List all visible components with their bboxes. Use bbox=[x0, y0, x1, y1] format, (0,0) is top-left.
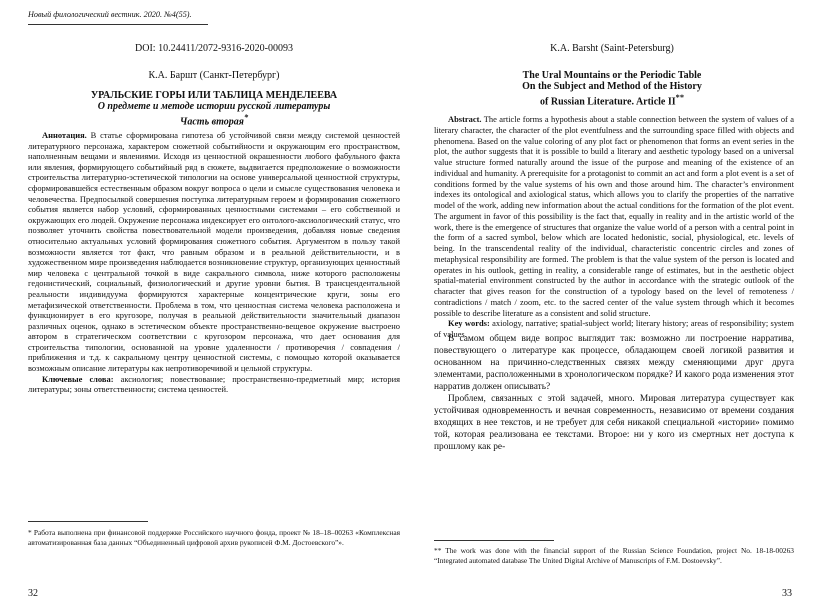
header-rule bbox=[28, 24, 208, 25]
footnote-mark: ** bbox=[675, 93, 684, 102]
subtitle-ru-1: О предмете и методе истории русской литературы bbox=[97, 101, 331, 112]
doi: DOI: 10.24411/2072-9316-2020-00093 bbox=[135, 43, 293, 54]
article-title-ru bbox=[28, 90, 400, 127]
footnote-en: ** The work was done with the financial support of the Russian Science Foundation, project No. 18-18-00263 “Integrated automated database The United Digital Archive of Manuscripts of F.M. Dostoevsky”. bbox=[434, 546, 794, 565]
footnote-rule bbox=[434, 540, 554, 541]
article-body bbox=[434, 333, 794, 453]
abstract-label-en: Abstract. bbox=[448, 114, 482, 124]
body-paragraph-1: В самом общем виде вопрос выглядит так: возможно ли построение нарратива, повествующего о литературе как процессе, обладающем своей логикой развития и основанном на причинно-следственных связях между сменяющими друг друга элементами, расположенными в хронологическом порядке? И какого рода изменения этот нарратив должен описывать? bbox=[434, 334, 794, 392]
abstract-text-ru: В статье сформирована гипотеза об устойчивой связи между системой ценностей литературного персонажа, характером сюжетной событийности и окружающим его пространством, наполненным вещами и явлениями. Исходя из ценностной окрашенности любого фабульного факта или явления, формирующего событийный ряд в сюжете, выдвигается предположение о возможности строительства литературно-эстетической типологии на основе универсальной ценностной структуры, сформировавшейся естественным образом вокруг вопроса о цели и смысле существования человека и человечества. Предпосылкой совершения поступка литературным героем и формирования сюжетного события является набор условий, сформированных ценностными системами – его собственной и окружающих его людей. Окружение персонажа индексирует его онтолого-аксиологический статус, что позволяет уточнить свойства повествовательной модели произведения, добавляя новые сведения относительно актуальных условий формирования сюжетного события. Аргументом в пользу такой возможности является тот факт, что равным образом и в реальной действительности, и в художественном мире произведения наблюдается возникновение структур, организующих ценностный мир человека с центральной точкой в виде сакрального символа, ниже которого расположены гедонистический, социальный, физиологический и другие уровни бытия. В трансцендентальной реальности индивидуума формируются характерные концентрические круги, зоны его метафизической ответственности. Проблема в том, что ценностная система человека расположена и функционирует в его кругозоре, получая в реальной действительности значительный диапазон различных оценок, однако в эстетическом объекте пространственно-вещевое окружение выстроено автором в стратегическом соответствии с кругозором персонажа, что дает основания для строительства типологии, основанной на уровне удаленности / противоречия / совпадения / приближения и т.д. к сакральному центру ценностной системы, с помощью которой оказывается возможным описание литературы как непротиворечивой и цельной структуры. bbox=[28, 130, 400, 374]
keywords-label-en: Key words: bbox=[448, 318, 490, 329]
author-ru: К.А. Баршт (Санкт-Петербург) bbox=[148, 70, 280, 81]
page-number-right: 33 bbox=[782, 588, 792, 599]
title-main-ru: УРАЛЬСКИЕ ГОРЫ ИЛИ ТАБЛИЦА МЕНДЕЛЕЕВА bbox=[90, 90, 338, 101]
abstract-label-ru: Аннотация. bbox=[42, 130, 87, 140]
footnote-rule bbox=[28, 521, 148, 522]
keywords-label-ru: Ключевые слова: bbox=[42, 373, 114, 384]
keywords-ru bbox=[28, 374, 400, 395]
abstract-paragraph-ru bbox=[28, 130, 400, 374]
author-en: K.A. Barsht (Saint-Petersburg) bbox=[550, 43, 674, 54]
abstract-en bbox=[434, 114, 794, 340]
journal-header: Новый филологический вестник. 2020. №4(55). bbox=[28, 10, 192, 19]
subtitle-ru-2: Часть вторая* bbox=[179, 113, 249, 128]
title-en-1: The Ural Mountains or the Periodic Table bbox=[522, 70, 702, 81]
title-en-3: of Russian Literature. Article II** bbox=[540, 93, 684, 108]
abstract-ru bbox=[28, 130, 400, 395]
footnote-ru: * Работа выполнена при финансовой поддержке Российского научного фонда, проект № 18–18–00263 «Комплексная автоматизированная база данных “Объединенный цифровой архив рукописей Ф.М. Достоевского”». bbox=[28, 528, 400, 547]
article-title-en bbox=[434, 70, 790, 107]
title-en-2: On the Subject and Method of the History bbox=[522, 81, 702, 92]
right-page bbox=[410, 0, 820, 609]
abstract-text-en: The article forms a hypothesis about a stable connection between the system of values of a literary character, the character of the plot eventfulness and the surrounding space filled with objects and phenomena. Based on the value coloring of any plot fact or phenomenon that forms an event series in the plot, the author suggests that it is possible to build a literary and aesthetic typology based on a universal value structure formed naturally around the issue of the purpose and meaning of the existence of an individual and humanity. A prerequisite for a protagonist to commit an act and form a plot event is a set of conditions formed by the value systems of his own and those around him. The character’s environment indexes its ontological and axiological status, which allows you to clarify the properties of the narrative model of the work, adding new information about the actual conditions for the formation of the plot event. The argument in favor of this possibility is the fact that, equally in reality and in the artistic world of the work, there is the emergence of structures that organize the value world of a person with a central point in the form of a sacred symbol, below which are located hedonistic, social, physiological, etc. levels of being. In the transcendental reality of the individual, characteristic concentric circles and zones of metaphysical responsibility are formed. The problem is that the value system of the person is located and operates in his outlook, getting in reality, a considerable range of estimates, but in the aesthetic object spatial-material environment constructed by the author in accordance with the strategic outlook of the character that gives reason for the construction of a typology based on the level of remoteness / contradictions / match / zoom, etc. to the sacred center of the value system through which it becomes possible to describe literature as a consistent and solid structure. bbox=[434, 114, 794, 318]
footnote-mark: * bbox=[243, 113, 249, 122]
body-paragraph-2: Проблем, связанных с этой задачей, много. Мировая литература существует как устойчивая одновременность и вечная современность, независимо от времени создания входящих в нее текстов, и не требует для себя никакой специальной «истории» помимо той, которая реализована ее текстами. Второе: ни у кого из смертных нет доступа к прошлому как ре- bbox=[434, 394, 794, 452]
abstract-paragraph-en bbox=[434, 114, 794, 318]
keywords-text-en: axiology, narrative; spatial-subject world; literary history; areas of responsibility; system of values. bbox=[434, 318, 794, 339]
keywords-text-ru: аксиология; повествование; пространственно-предметный мир; история литературы; зоны ответственности; система ценностей. bbox=[28, 373, 400, 395]
page-number-left: 32 bbox=[28, 588, 38, 599]
